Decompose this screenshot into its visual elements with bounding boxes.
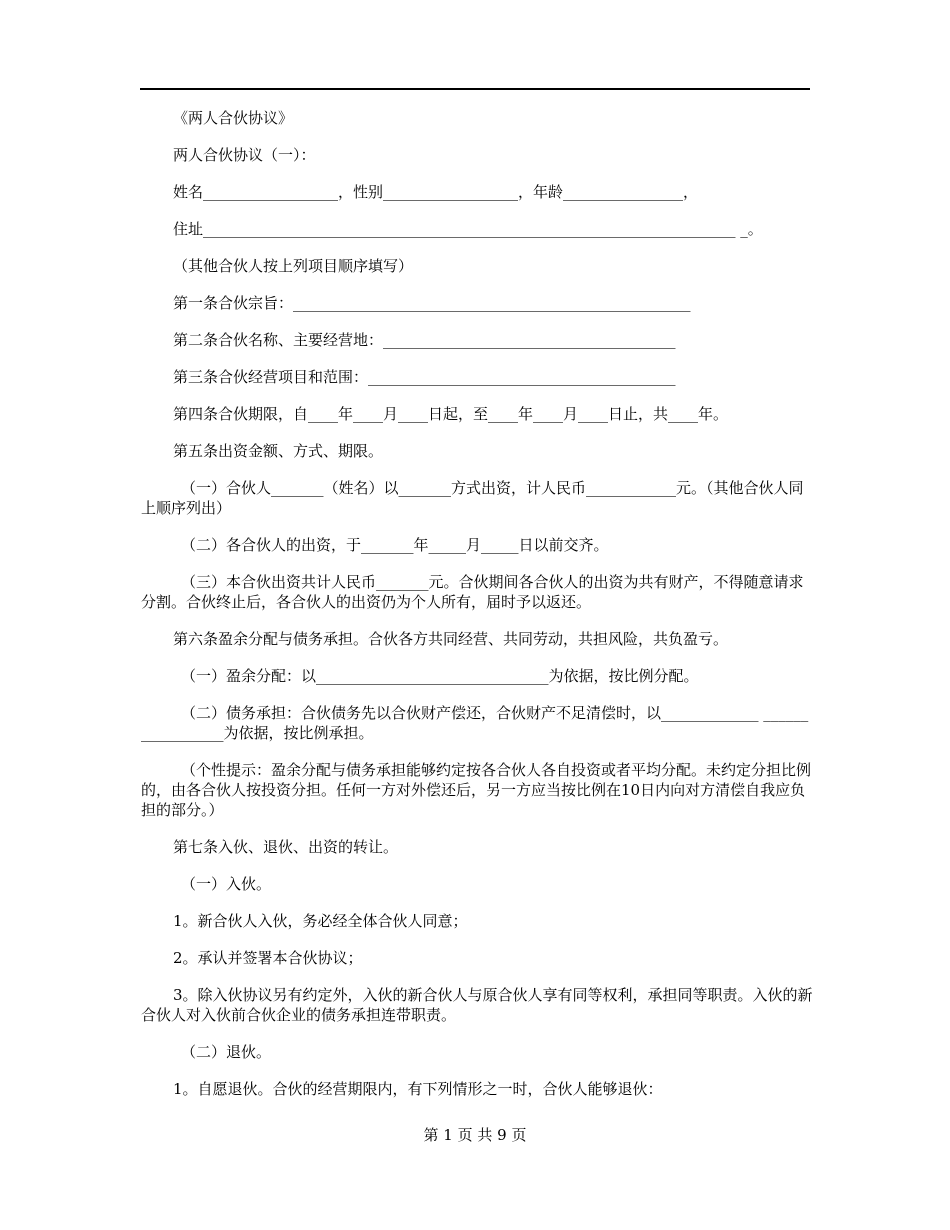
- agreement-heading: 两人合伙协议（一）：: [173, 146, 316, 164]
- article-5-item-1: （一）合伙人_______（姓名）以_______方式出资，计人民币____________元。（其他合伙人同上顺序列出）: [141, 479, 804, 517]
- article-5-item-3: （三）本合伙出资共计人民币_______元。合伙期间各合伙人的出资为共有财产，不得随意请求分割。合伙终止后，各合伙人的出资仍为个人所有，届时予以返还。: [141, 573, 804, 611]
- article-6-tip: （个性提示：盈余分配与债务承担能够约定按各合伙人各自投资或者平均分配。未约定分担比例的，由各合伙人按投资分担。任何一方对外偿还后，另一方应当按比例在10日内向对方清偿自我应负担的部分。）: [141, 761, 812, 819]
- article-7-section-2-item-1: 1。自愿退伙。合伙的经营期限内，有下列情形之一时，合伙人能够退伙：: [173, 1080, 663, 1098]
- article-6-item-1: （一）盈余分配：以_______________________________为依据，按比例分配。: [181, 667, 699, 685]
- document-body: [141, 108, 813, 1116]
- article-7-section-1-item-3: 3。除入伙协议另有约定外，入伙的新合伙人与原合伙人享有同等权利，承担同等职责。入伙的新合伙人对入伙前合伙企业的债务承担连带职责。: [141, 986, 813, 1024]
- other-partners-note: （其他合伙人按上列项目顺序填写）: [173, 257, 414, 275]
- article-5: 第五条出资金额、方式、期限。: [173, 442, 384, 460]
- article-4: 第四条合伙期限，自____年____月____日起，至____年____月____日止，共____年。: [173, 405, 729, 423]
- article-7: 第七条入伙、退伙、出资的转让。: [173, 838, 399, 856]
- article-7-section-1-item-1: 1。新合伙人入伙，务必经全体合伙人同意；: [173, 912, 468, 930]
- address-line: 住址_______________________________________________________________________ _。: [173, 220, 763, 238]
- article-3: 第三条合伙经营项目和范围：_________________________________________: [173, 368, 676, 386]
- document-title: 《两人合伙协议》: [173, 109, 294, 127]
- article-5-item-2: （二）各合伙人的出资，于_______年_____月_____日以前交齐。: [181, 536, 609, 554]
- article-6: 第六条盈余分配与债务承担。合伙各方共同经营、共同劳动，共担风险，共负盈亏。: [173, 630, 729, 648]
- header-rule: [140, 88, 810, 90]
- article-1: 第一条合伙宗旨：_____________________________________________________: [173, 294, 691, 312]
- article-7-section-1-item-2: 2。承认并签署本合伙协议；: [173, 949, 363, 967]
- article-7-section-2: （二）退伙。: [181, 1043, 272, 1061]
- article-6-item-2: （二）债务承担：合伙债务先以合伙财产偿还，合伙财产不足清偿时，以_____________ _________________为依据，按比例承担。: [141, 704, 809, 742]
- article-2: 第二条合伙名称、主要经营地：_______________________________________: [173, 331, 676, 349]
- page-number: 第 1 页 共 9 页: [423, 1126, 527, 1144]
- party-info-line: 姓名__________________，性别__________________，年龄________________，: [173, 183, 699, 201]
- article-7-section-1: （一）入伙。: [181, 875, 272, 893]
